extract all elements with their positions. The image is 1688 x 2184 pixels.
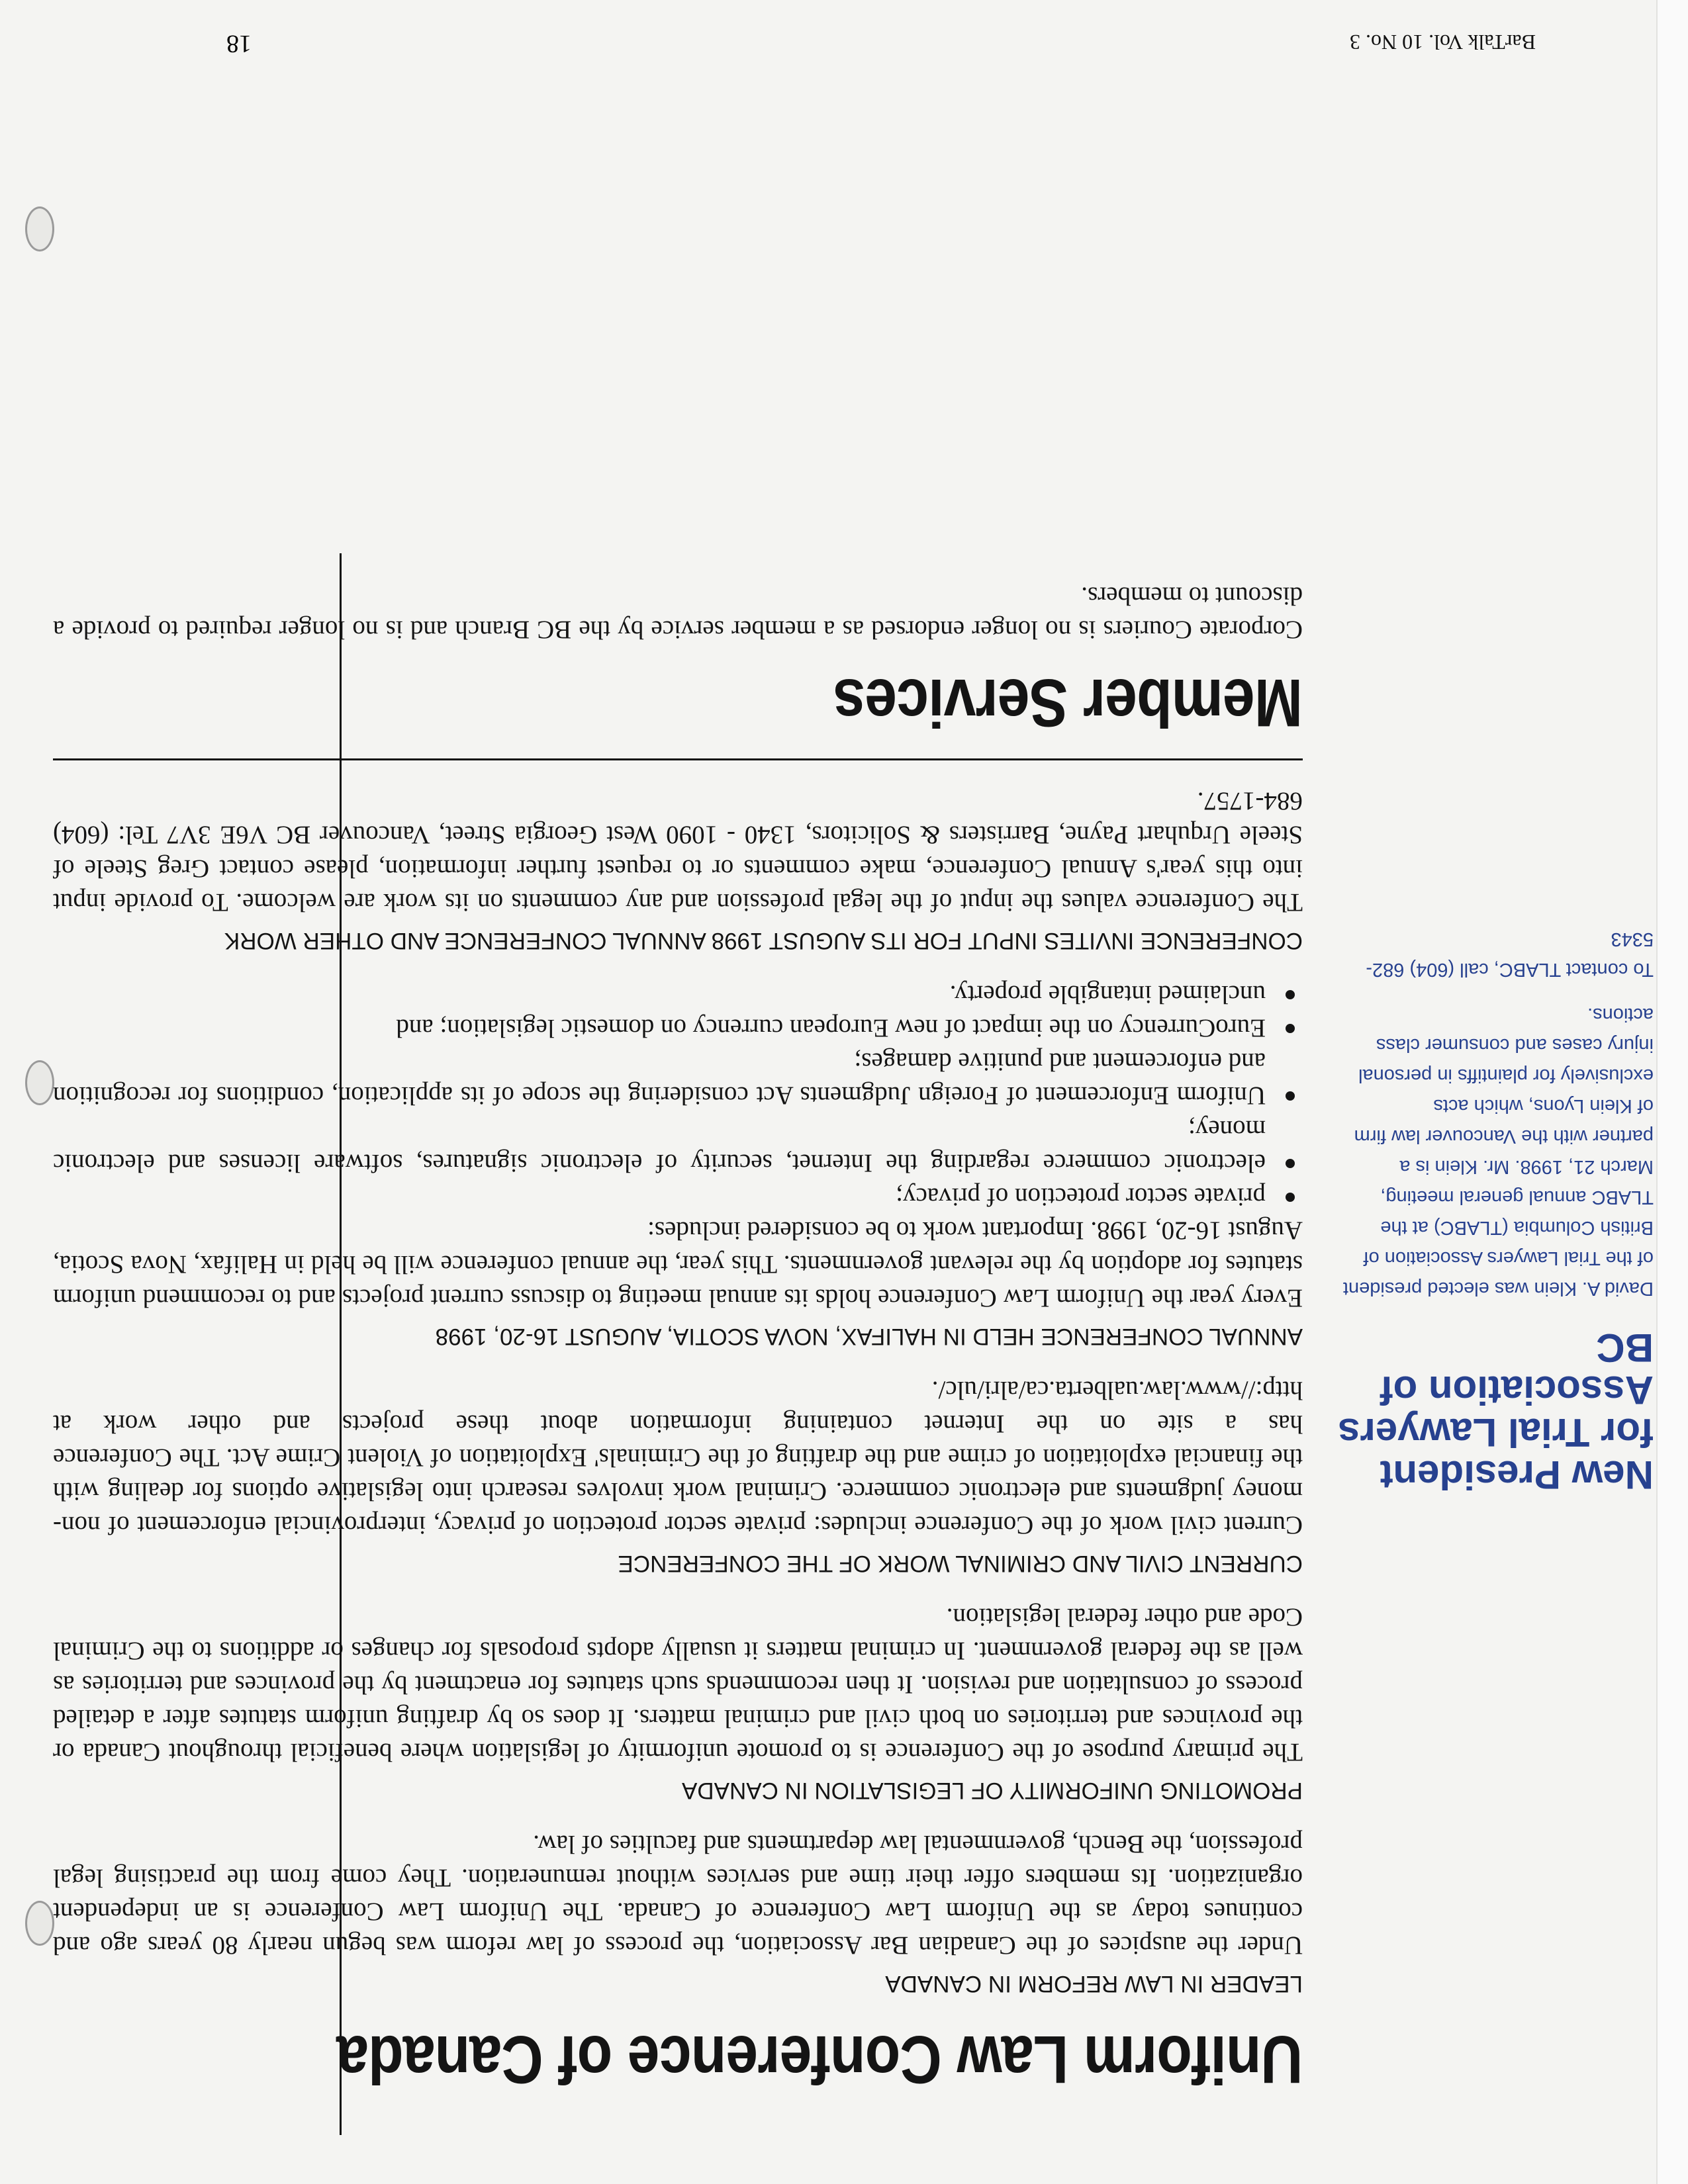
section-heading: CURRENT CIVIL AND CRIMINAL WORK OF THE CONFERENCE [618,1551,1303,1576]
section-text: The Conference values the input of the legal profession and any comments on its work are welcome. To provide input into this year's Annual Conference, make comments or to request further information, please contact Greg Steele of Steele Urquhart Payne, Barristers & Solicitors, 1340 - 1090 West Georgia Street, Vancouver BC V6E 3V7 Tel: (604) 684-1757. [53,787,1303,917]
section-text: The primary purpose of the Conference is to promote uniformity of legislation where beneficial throughout Canada or the provinces and territories on both civil and criminal matters. It does so by drafting uniform statutes after a detailed process of consultation and revision. It then recommends such statutes for enactment by the provinces and territories as well as the federal government. In criminal matters it usually adopts proposals for changes or additions to the Criminal Code and other federal legislation. [53,1603,1303,1766]
work-list [53,978,1303,1214]
list-item: Uniform Enforcement of Foreign Judgments Act considering the scope of its application, conditions for recognition and enforcement and punitive damages; [53,1045,1303,1113]
bullet-icon [1286,1024,1295,1033]
member-services-title: Member Services [833,665,1303,741]
section-text: Under the auspices of the Canadian Bar Association, the process of law reform was begun nearly 80 years ago and continues today as the Uniform Law Conference of Canada. The Uniform Law Conference is an independent organization. Its members offer their time and services without remuneration. They come from the practising legal profession, the Bench, governmental law departments and faculties of law. [53,1830,1303,1960]
list-item: EuroCurrency on the impact of new European currency on domestic legislation; and [53,1011,1303,1045]
main-column [53,579,1303,2098]
section-heading: PROMOTING UNIFORMITY OF LEGISLATION IN CANADA [682,1778,1303,1803]
member-services-text: Corporate Couriers is no longer endorsed as a member service by the BC Branch and is no longer required to provide a discount to members. [53,582,1303,644]
sidebar-contact: To contact TLABC, call (604) 682-5343 [1366,929,1654,980]
list-item: unclaimed intangible property. [53,978,1303,1011]
list-item: electronic commerce regarding the Internet, security of electronic signatures, software licenses and electronic money; [53,1113,1303,1180]
sidebar-text: David A. Klein was elected president of the Trial Lawyers Association of British Columbia (TLABC) at the TLABC annual general meeting, March 21, 1998. Mr. Klein is a partner with the Vancouver law firm of Klein Lyons, which acts exclusively for plaintiffs in personal injury cases and consumer class actions. [1342,1004,1654,1299]
section-heading: LEADER IN LAW REFORM IN CANADA [885,1971,1303,1997]
bullet-icon [1286,1091,1295,1101]
section-text: Current civil work of the Conference includes: private sector protection of privacy, interprovincial enforcement of non-money judgments and electronic commerce. Criminal work involves research into legislative options for dealing with the financial exploitation of crime and the drafting of the Criminals' Exploitation of Violent Crime Act. The Conference has a site on the Internet containing information about these projects and other work at http://www.law.ualberta.ca/alri/ulc/. [53,1376,1303,1539]
list-item: private sector protection of privacy; [53,1180,1303,1214]
section-heading: ANNUAL CONFERENCE HELD IN HALIFAX, NOVA SCOTIA, AUGUST 16-20, 1998 [435,1324,1303,1349]
binder-hole [25,206,54,251]
sidebar [1336,909,1654,1496]
section-text: Every year the Uniform Law Conference holds its annual meeting to discuss current projects and to recommend uniform statutes for adoption by the relevant governments. This year, the annual conference will be held in Halifax, Nova Scotia, August 16-20, 1998. Important work to be considered includes: [53,1216,1303,1312]
binder-hole [25,1060,54,1105]
bullet-icon [1286,990,1295,999]
publication-footer: BarTalk Vol. 10 No. 3 [1349,30,1536,54]
scan-edge [1656,0,1688,2184]
bullet-icon [1286,1193,1295,1202]
binder-hole [25,1901,54,1946]
divider [53,758,1303,760]
section-heading: CONFERENCE INVITES INPUT FOR ITS AUGUST 1998 ANNUAL CONFERENCE AND OTHER WORK [224,928,1303,954]
page-number: 18 [226,30,252,58]
bullet-icon [1286,1159,1295,1168]
article-title: Uniform Law Conference of Canada [336,2022,1303,2097]
sidebar-title: New President for Trial Lawyers Association of BC [1338,1326,1654,1497]
